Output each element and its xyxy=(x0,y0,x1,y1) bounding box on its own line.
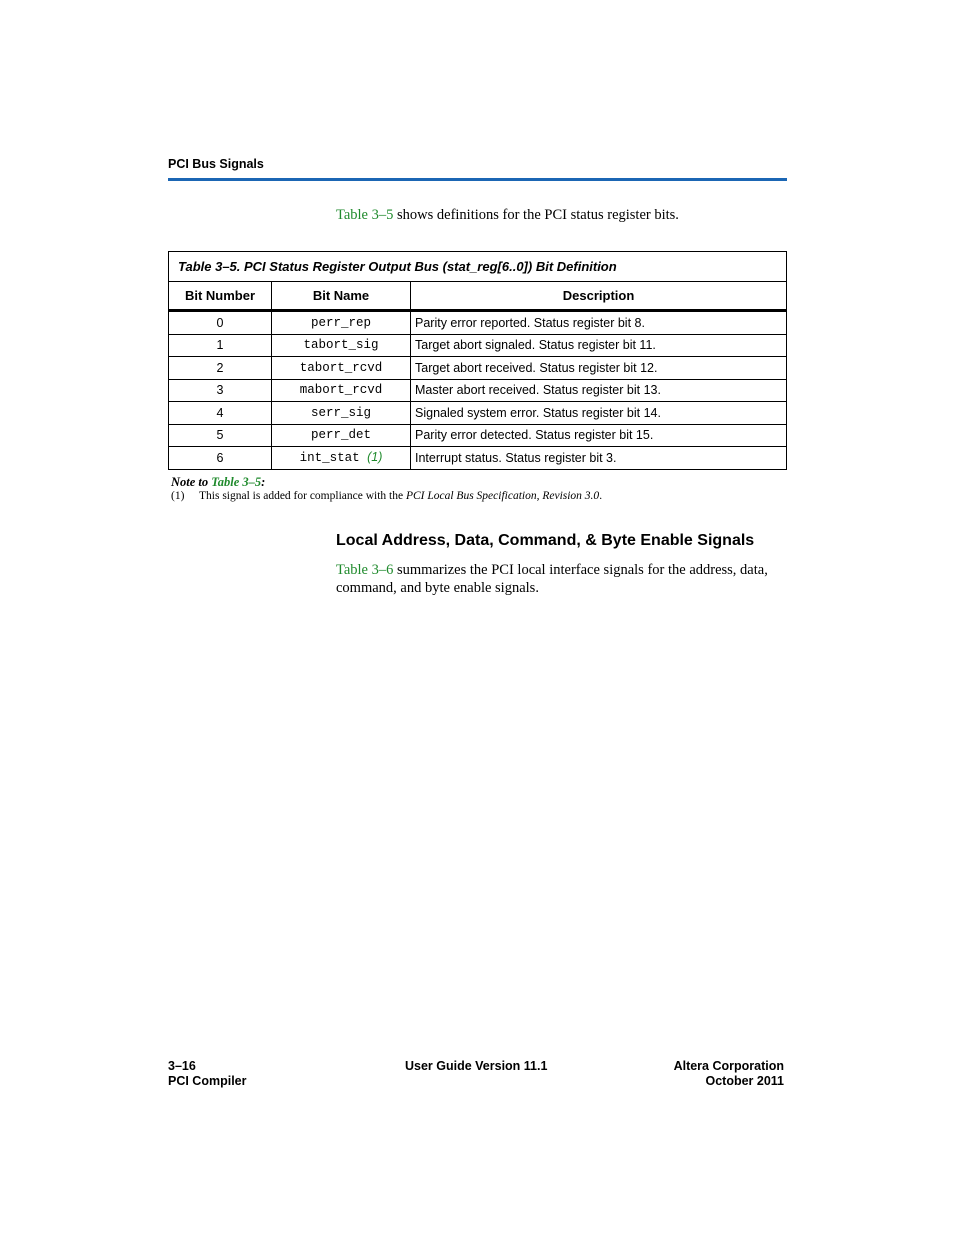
footer-left xyxy=(168,1059,247,1089)
intro-paragraph xyxy=(336,207,679,224)
table-row xyxy=(169,402,787,425)
table-header-row xyxy=(169,282,787,311)
table-note-item xyxy=(171,490,602,502)
bit-number-cell: 6 xyxy=(169,447,272,470)
column-header-bit-number: Bit Number xyxy=(169,282,272,311)
note-number: (1) xyxy=(171,490,185,502)
table-3-5-link[interactable]: Table 3–5 xyxy=(336,207,394,223)
note-text: This signal is added for compliance with the xyxy=(199,490,406,502)
note-spec-title: PCI Local Bus Specification, Revision 3.0 xyxy=(405,490,600,502)
table-row xyxy=(169,357,787,380)
bit-number-cell: 5 xyxy=(169,424,272,447)
table-row xyxy=(169,379,787,402)
table-caption: Table 3–5. PCI Status Register Output Bus (stat_reg[6..0]) Bit Definition xyxy=(169,252,787,282)
bit-number-cell: 2 xyxy=(169,357,272,380)
bit-number-cell: 0 xyxy=(169,311,272,335)
section-paragraph xyxy=(336,561,788,597)
bit-name-cell: serr_sig xyxy=(272,402,411,425)
running-header-title: PCI Bus Signals xyxy=(168,157,264,171)
description-cell: Parity error detected. Status register bit 15. xyxy=(411,424,787,447)
table-row xyxy=(169,334,787,357)
description-cell: Target abort signaled. Status register bit 11. xyxy=(411,334,787,357)
bit-name-cell: mabort_rcvd xyxy=(272,379,411,402)
note-label-prefix: Note to xyxy=(171,475,212,489)
bit-name-text: int_stat xyxy=(299,451,360,466)
footer-right xyxy=(600,1059,784,1089)
note-table-link[interactable]: Table 3–5 xyxy=(211,475,262,489)
bit-name-cell: tabort_sig xyxy=(272,334,411,357)
table-3-6-link[interactable]: Table 3–6 xyxy=(336,562,394,578)
product-name: PCI Compiler xyxy=(168,1074,247,1088)
status-register-table xyxy=(168,251,786,470)
table-row xyxy=(169,447,787,470)
page-number: 3–16 xyxy=(168,1059,196,1073)
section-paragraph-text: summarizes the PCI local interface signals for the address, data, command, and byte enable signals. xyxy=(336,562,768,596)
company-name: Altera Corporation xyxy=(673,1059,784,1073)
intro-text: shows definitions for the PCI status register bits. xyxy=(393,207,679,223)
bit-name-cell: tabort_rcvd xyxy=(272,357,411,380)
bit-number-cell: 4 xyxy=(169,402,272,425)
publication-date: October 2011 xyxy=(705,1074,784,1088)
header-rule xyxy=(168,178,787,181)
note-label-suffix: : xyxy=(261,475,266,489)
description-cell: Signaled system error. Status register bit 14. xyxy=(411,402,787,425)
footer-center: User Guide Version 11.1 xyxy=(405,1059,548,1073)
section-heading: Local Address, Data, Command, & Byte Enable Signals xyxy=(336,532,755,549)
note-reference-link[interactable]: (1) xyxy=(367,450,383,465)
column-header-bit-name: Bit Name xyxy=(272,282,411,311)
bit-name-cell xyxy=(272,447,411,470)
description-cell: Master abort received. Status register bit 13. xyxy=(411,379,787,402)
bit-number-cell: 1 xyxy=(169,334,272,357)
column-header-description: Description xyxy=(411,282,787,311)
description-cell: Parity error reported. Status register bit 8. xyxy=(411,311,787,335)
description-cell: Interrupt status. Status register bit 3. xyxy=(411,447,787,470)
table-row xyxy=(169,311,787,335)
table-note-label xyxy=(171,475,265,490)
bit-number-cell: 3 xyxy=(169,379,272,402)
bit-name-cell: perr_det xyxy=(272,424,411,447)
bit-name-cell: perr_rep xyxy=(272,311,411,335)
table-row xyxy=(169,424,787,447)
note-end: . xyxy=(599,490,603,502)
description-cell: Target abort received. Status register bit 12. xyxy=(411,357,787,380)
